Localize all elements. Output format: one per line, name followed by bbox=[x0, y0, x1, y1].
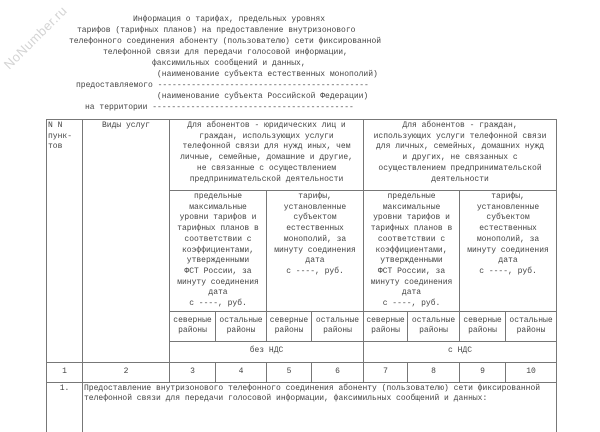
header-group-legal-entities: Для абонентов - юридических лиц и граждан, использующих услуги телефонной связи для нужд иных, чем личные, семейные, домашние и другие, не связанные с осуществлением предпринимательской деятельности bbox=[170, 120, 364, 191]
header-north-regions: северные районы bbox=[170, 311, 216, 341]
watermark: NoNumber.ru bbox=[0, 2, 70, 73]
caption-region: (наименование субъекта Российской Федерации) bbox=[157, 92, 369, 101]
column-number: 2 bbox=[83, 362, 170, 382]
column-number: 7 bbox=[364, 362, 408, 382]
header-max-tariff-levels: предельные максимальные уровни тарифов и тарифных планов в соответствии с коэффициентами, утвержденными ФСТ России, за минуту соединения дата с ----, руб. bbox=[170, 191, 267, 312]
caption-natural-monopoly: (наименование субъекта естественных монополий) bbox=[157, 70, 378, 79]
column-number: 1 bbox=[47, 362, 83, 382]
header-with-vat: с НДС bbox=[364, 341, 557, 362]
header-without-vat: без НДС bbox=[170, 341, 364, 362]
table-row bbox=[47, 382, 557, 432]
column-number: 10 bbox=[506, 362, 557, 382]
header-tariffs-set: тарифы, установленные субъектом естественных монополий, за минуту соединения дата с ----, руб. bbox=[267, 191, 364, 312]
title-line: Информация о тарифах, предельных уровнях bbox=[133, 15, 326, 24]
column-number: 8 bbox=[408, 362, 460, 382]
title-line: тарифов (тарифных планов) на предоставление внутризонового bbox=[77, 26, 356, 35]
tariff-table bbox=[46, 119, 557, 432]
title-line: факсимильных сообщений и данных, bbox=[152, 59, 306, 68]
column-number: 6 bbox=[312, 362, 364, 382]
column-number: 5 bbox=[267, 362, 312, 382]
header-group-citizens: Для абонентов - граждан, использующих услуги телефонной связи для личных, семейных, домашних нужд и других, не связанных с осуществлением предпринимательской деятельности bbox=[364, 120, 557, 191]
column-number: 9 bbox=[460, 362, 506, 382]
row-number: 1. bbox=[47, 382, 83, 432]
header-north-regions: северные районы bbox=[460, 311, 506, 341]
header-other-regions: остальные районы bbox=[312, 311, 364, 341]
territory-line: на территории ------------------------------------------ bbox=[85, 103, 354, 112]
header-tariffs-set: тарифы, установленные субъектом естественных монополий, за минуту соединения дата с ----, руб. bbox=[460, 191, 557, 312]
title-line: телефонной связи для передачи голосовой информации, bbox=[103, 48, 348, 57]
column-number-row bbox=[47, 362, 557, 382]
header-other-regions: остальные районы bbox=[408, 311, 460, 341]
row-service-description: Предоставление внутризонового телефонного соединения абоненту (пользователю) сети фиксированной телефонной связи для передачи голосовой информации, факсимильных сообщений и данных: bbox=[83, 382, 557, 432]
header-services: Виды услуг bbox=[83, 120, 170, 363]
header-item-number: N N пунк- тов bbox=[47, 120, 83, 363]
header-max-tariff-levels: предельные максимальные уровни тарифов и тарифных планов в соответствии с коэффициентами, утвержденными ФСТ России, за минуту соединения дата с ----, руб. bbox=[364, 191, 460, 312]
header-north-regions: северные районы bbox=[364, 311, 408, 341]
header-north-regions: северные районы bbox=[267, 311, 312, 341]
column-number: 3 bbox=[170, 362, 216, 382]
header-other-regions: остальные районы bbox=[216, 311, 267, 341]
column-number: 4 bbox=[216, 362, 267, 382]
provided-line: предоставляемого -------------------------------------------- bbox=[76, 81, 369, 90]
header-other-regions: остальные районы bbox=[506, 311, 557, 341]
title-line: телефонного соединения абоненту (пользователю) сети фиксированной bbox=[69, 37, 382, 46]
